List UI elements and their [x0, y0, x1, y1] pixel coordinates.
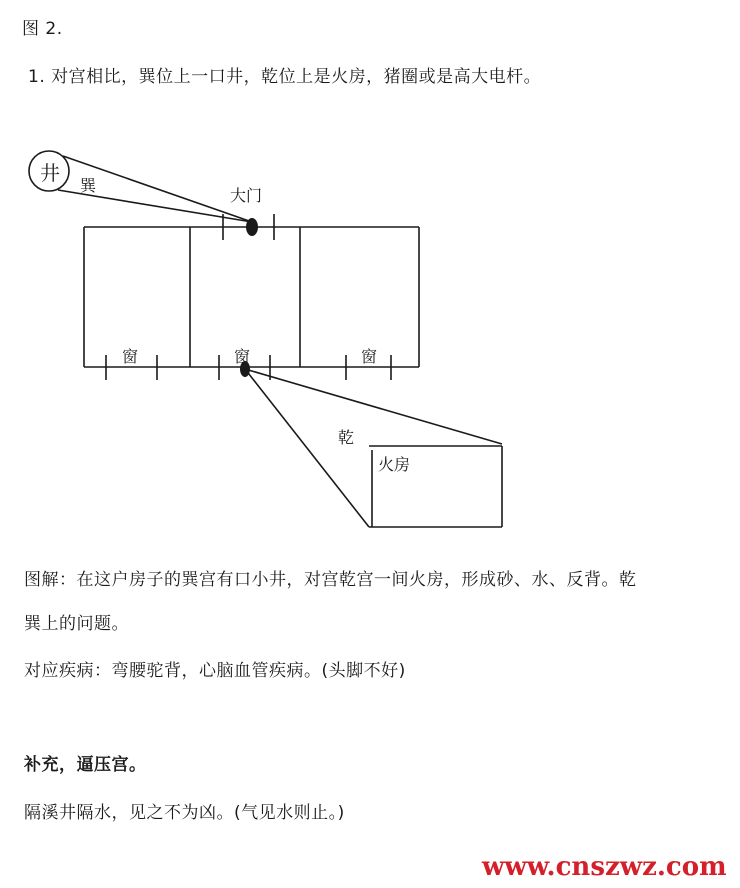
qian-label: 乾	[338, 428, 355, 447]
gate-dot	[246, 218, 258, 236]
supplement-text: 隔溪井隔水，见之不为凶。(气见水则止。)	[24, 803, 345, 823]
window-label-middle: 窗	[234, 347, 251, 366]
fire-line-bottom	[245, 369, 369, 527]
window-label-left: 窗	[122, 347, 139, 366]
figure-label: 图 2.	[22, 19, 63, 39]
explanation-line-1: 图解：在这户房子的巽宫有口小井，对宫乾宫一间火房，形成砂、水、反背。乾	[24, 570, 637, 590]
fire-line-top	[245, 369, 502, 444]
window-label-right: 窗	[361, 347, 378, 366]
fire-room-label: 火房	[378, 455, 411, 474]
point-1-text: 1. 对宫相比，巽位上一口井，乾位上是火房，猪圈或是高大电杆。	[28, 67, 542, 87]
site-watermark: www.cnszwz.com	[482, 852, 727, 882]
xun-label: 巽	[80, 176, 97, 195]
disease-text: 对应疾病：弯腰驼背，心脑血管疾病。(头脚不好)	[24, 661, 406, 681]
supplement-title: 补充，逼压宫。	[24, 755, 147, 775]
well-symbol-label: 井	[40, 161, 60, 185]
explanation-line-2: 巽上的问题。	[24, 614, 129, 634]
gate-label: 大门	[230, 186, 263, 205]
